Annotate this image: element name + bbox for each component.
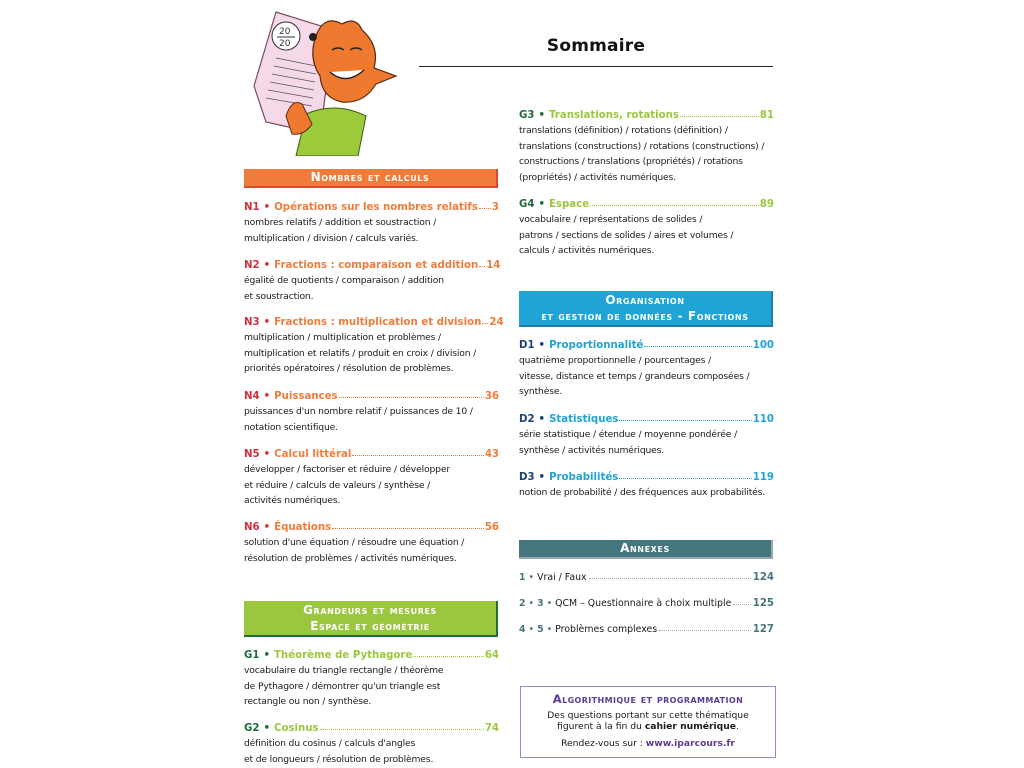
algo-text-line2: [521, 721, 775, 732]
chapter-topics-line: constructions / translations (propriétés) / rotations: [519, 156, 743, 168]
bullet-icon: •: [263, 522, 271, 533]
title-block: [419, 36, 773, 67]
chapter-title: Fractions : multiplication et division: [274, 317, 482, 328]
page-number: 89: [759, 199, 774, 210]
chapter-topics-line: série statistique / étendue / moyenne pondérée /: [519, 429, 738, 440]
page-number: 14: [486, 260, 501, 271]
annex-title: Problèmes complexes: [555, 624, 658, 635]
chapter-title: Probabilités: [549, 472, 619, 483]
annex-title: Vrai / Faux: [537, 572, 587, 583]
page-number: 64: [484, 650, 499, 661]
dot-leader: [733, 596, 750, 605]
chapter-title: Proportionnalité: [549, 340, 644, 351]
chapter-title: Opérations sur les nombres relatifs: [274, 202, 478, 213]
algo-text-line1: Des questions portant sur cette thématique: [547, 710, 749, 721]
section-banner-grandeurs: [244, 601, 498, 637]
page-number: 119: [752, 472, 774, 483]
chapter-title: Puissances: [274, 391, 338, 402]
page-number: 43: [484, 449, 499, 460]
chapter-code: N2: [244, 260, 260, 271]
chapter-code: D3: [519, 472, 535, 483]
chapter-topics-line: de Pythagore / démontrer qu'un triangle est: [244, 680, 441, 692]
chapter-topics-line: égalité de quotients / comparaison / addition: [244, 275, 444, 286]
page-number: 124: [752, 572, 774, 583]
chapter-topics-line: multiplication et relatifs / produit en croix / division /: [244, 347, 477, 359]
chapter-topics-line: notion de probabilité / des fréquences aux probabilités.: [519, 487, 766, 498]
annex-number: 1: [519, 572, 526, 583]
chapter-topics-line: multiplication / division / calculs variés.: [244, 232, 419, 244]
chapter-topics-line: nombres relatifs / addition et soustraction /: [244, 217, 437, 228]
page-number: 81: [759, 110, 774, 121]
chapter-topics-line: vocabulaire / représentations de solides /: [519, 214, 703, 225]
toc-entry-heading[interactable]: [519, 470, 774, 485]
toc-entry-heading[interactable]: [244, 258, 499, 273]
chapter-topics-line: résolution de problèmes / activités numériques.: [244, 552, 457, 564]
chapter-title: Théorème de Pythagore: [273, 650, 413, 661]
toc-entry-heading[interactable]: [244, 200, 499, 215]
annex-title: QCM – Questionnaire à choix multiple: [555, 598, 732, 609]
toc-entry-n2: [244, 258, 499, 304]
toc-entry-n1: [244, 200, 499, 246]
dot-leader: [589, 570, 751, 579]
bullet-icon: •: [263, 317, 271, 328]
toc-entry-g4: [519, 197, 774, 259]
chapter-topics-line: vitesse, distance et temps / grandeurs composées /: [519, 370, 750, 382]
banner-label-line1: Grandeurs et mesures: [303, 603, 437, 617]
chapter-topics-line: quatrième proportionnelle / pourcentages /: [519, 355, 712, 366]
chapter-code: N5: [244, 449, 260, 460]
annex-number: 3: [537, 598, 544, 609]
chapter-code: D2: [519, 414, 535, 425]
chapter-topics-line: patrons / sections de solides / aires et volumes /: [519, 229, 734, 241]
toc-entry-heading[interactable]: [244, 389, 499, 404]
chapter-code: N3: [244, 317, 260, 328]
bullet-icon: •: [538, 199, 545, 210]
chapter-code: N1: [244, 202, 260, 213]
chapter-title: Cosinus: [273, 723, 319, 734]
chapter-code: G1: [244, 650, 260, 661]
dot-leader: [332, 520, 484, 529]
chapter-topics-line: définition du cosinus / calculs d'angles: [244, 738, 416, 749]
bullet-icon: •: [263, 202, 271, 213]
algo-text-suffix: .: [736, 721, 739, 732]
chapter-topics-line: translations (constructions) / rotations (constructions) /: [519, 140, 765, 152]
bullet-icon: •: [538, 110, 545, 121]
bullet-icon: •: [528, 598, 535, 609]
toc-entry-heading[interactable]: [519, 108, 774, 123]
toc-entry-heading[interactable]: [244, 721, 499, 736]
section-banner-nombres: [244, 169, 498, 188]
chapter-title: Fractions : comparaison et addition: [274, 260, 479, 271]
chapter-code: D1: [519, 340, 535, 351]
chapter-topics-line: développer / factoriser et réduire / développer: [244, 464, 450, 475]
chapter-topics-line: et de longueurs / résolution de problèmes.: [244, 753, 434, 765]
annex-entry[interactable]: [519, 622, 774, 637]
banner-label: Nombres et calculs: [310, 170, 430, 184]
toc-entry-n3: [244, 315, 504, 377]
chapter-topics-line: rectangle ou non / synthèse.: [244, 696, 372, 708]
banner-label: Annexes: [620, 541, 670, 555]
dot-leader: [339, 389, 484, 398]
annex-number: 2: [519, 598, 526, 609]
chapter-code: G4: [519, 199, 535, 210]
bullet-icon: •: [546, 624, 553, 635]
bullet-icon: •: [263, 391, 271, 402]
chapter-topics-line: synthèse.: [519, 386, 563, 398]
chapter-title: Calcul littéral: [274, 449, 352, 460]
algo-link-line: [521, 738, 775, 749]
chapter-code: G2: [244, 723, 260, 734]
dot-leader: [479, 200, 491, 209]
dot-leader: [619, 412, 751, 421]
chapter-title: Translations, rotations: [548, 110, 679, 121]
algo-box-title: Algorithmique et programmation: [552, 692, 744, 706]
bullet-icon: •: [263, 260, 271, 271]
chapter-title: Équations: [274, 522, 332, 533]
dot-leader: [659, 622, 751, 631]
page-number: 127: [752, 624, 774, 635]
bullet-icon: •: [546, 598, 553, 609]
toc-entry-n4: [244, 389, 499, 435]
chapter-code: N4: [244, 391, 260, 402]
banner-label-line2: Espace et géométrie: [310, 619, 430, 633]
fox-mascot-illustration: [246, 6, 416, 156]
toc-entry-g1: [244, 648, 499, 710]
section-banner-organisation: [519, 291, 773, 327]
page-number: 3: [491, 202, 499, 213]
dot-leader: [619, 470, 751, 479]
dot-leader: [413, 648, 483, 657]
algo-box-text: [521, 710, 775, 732]
page-number: 36: [484, 391, 499, 402]
title-divider: [419, 66, 773, 67]
svg-text:20: 20: [279, 27, 291, 37]
dot-leader: [590, 197, 759, 206]
annex-number: 5: [537, 624, 544, 635]
banner-label-line2: et gestion de données - Fonctions: [541, 309, 749, 323]
page-number: 110: [752, 414, 774, 425]
bullet-icon: •: [263, 723, 270, 734]
bullet-icon: •: [263, 449, 271, 460]
page-title: Sommaire: [546, 36, 646, 56]
chapter-topics-line: et réduire / calculs de valeurs / synthèse /: [244, 479, 431, 491]
chapter-topics-line: solution d'une équation / résoudre une équation /: [244, 537, 465, 548]
chapter-topics-line: activités numériques.: [244, 495, 341, 507]
dot-leader: [680, 108, 759, 117]
dot-leader: [644, 338, 751, 347]
algo-link-prefix: Rendez-vous sur :: [561, 738, 646, 749]
bullet-icon: •: [538, 340, 546, 351]
algorithmique-info-box: [520, 686, 776, 758]
page-number: 125: [752, 598, 774, 609]
annex-number: 4: [519, 624, 526, 635]
chapter-topics-line: translations (définition) / rotations (définition) /: [519, 125, 728, 136]
bullet-icon: •: [528, 624, 535, 635]
dot-leader: [352, 447, 483, 456]
toc-entry-d2: [519, 412, 774, 458]
toc-entry-d3: [519, 470, 774, 501]
dot-leader: [482, 315, 488, 324]
toc-entry-d1: [519, 338, 774, 400]
chapter-title: Espace: [548, 199, 590, 210]
toc-entry-g3: [519, 108, 774, 186]
dot-leader: [320, 721, 484, 730]
chapter-topics-line: notation scientifique.: [244, 421, 338, 433]
chapter-topics-line: synthèse / activités numériques.: [519, 444, 665, 456]
bullet-icon: •: [538, 414, 546, 425]
toc-entry-heading[interactable]: [244, 520, 499, 535]
chapter-code: G3: [519, 110, 535, 121]
page-number: 24: [489, 317, 504, 328]
iparcours-link[interactable]: www.iparcours.fr: [645, 738, 735, 749]
toc-entry-heading[interactable]: [244, 315, 504, 330]
chapter-topics-line: calculs / activités numériques.: [519, 245, 655, 257]
chapter-topics-line: multiplication / multiplication et problèmes /: [244, 332, 441, 343]
cahier-numerique-label: cahier numérique: [644, 721, 737, 732]
chapter-title: Statistiques: [549, 414, 619, 425]
toc-entry-heading[interactable]: [519, 412, 774, 427]
svg-text:20: 20: [279, 39, 291, 49]
toc-entry-n5: [244, 447, 499, 509]
section-banner-annexes: [519, 540, 773, 559]
toc-entry-g2: [244, 721, 499, 767]
banner-label-line1: Organisation: [605, 293, 685, 307]
page-number: 56: [484, 522, 499, 533]
dot-leader: [479, 258, 485, 267]
annex-entry[interactable]: [519, 570, 774, 585]
page-number: 74: [484, 723, 499, 734]
toc-entry-heading[interactable]: [519, 338, 774, 353]
toc-entry-heading[interactable]: [244, 648, 499, 663]
chapter-topics-line: puissances d'un nombre relatif / puissances de 10 /: [244, 406, 473, 417]
page-number: 100: [752, 340, 774, 351]
chapter-topics-line: priorités opératoires / résolution de problèmes.: [244, 363, 454, 375]
bullet-icon: •: [263, 650, 270, 661]
bullet-icon: •: [528, 572, 535, 583]
chapter-topics-line: vocabulaire du triangle rectangle / théorème: [244, 665, 444, 676]
toc-entry-n6: [244, 520, 499, 566]
toc-entry-heading[interactable]: [244, 447, 499, 462]
toc-entry-heading[interactable]: [519, 197, 774, 212]
chapter-topics-line: et soustraction.: [244, 290, 314, 302]
chapter-code: N6: [244, 522, 260, 533]
chapter-topics-line: (propriétés) / activités numériques.: [519, 172, 676, 184]
annex-entry[interactable]: [519, 596, 774, 611]
bullet-icon: •: [538, 472, 546, 483]
algo-text-prefix: figurent à la fin du: [557, 721, 645, 732]
